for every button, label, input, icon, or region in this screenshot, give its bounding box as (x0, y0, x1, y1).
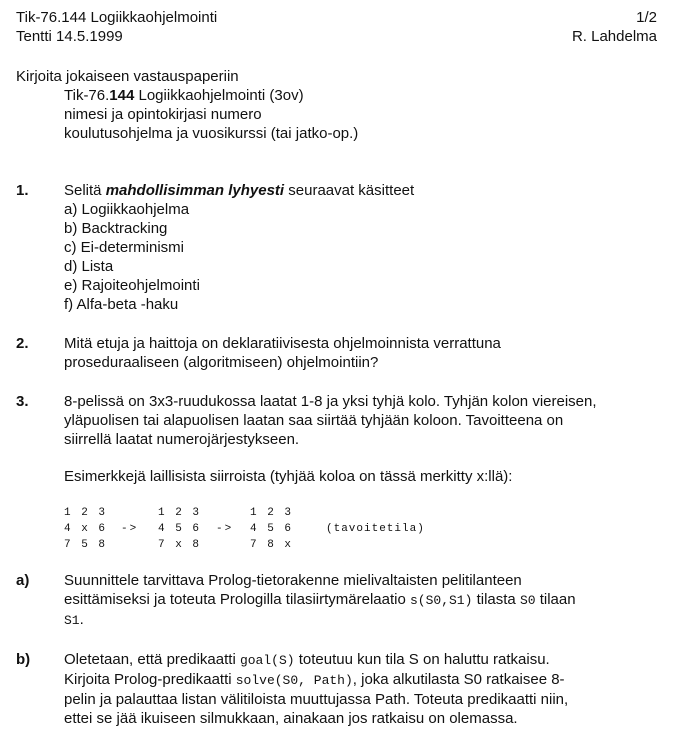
code-s1: S1 (64, 613, 80, 628)
intro-course (64, 86, 304, 105)
q2-line: proseduraaliseen (algoritmiseen) ohjelmointiin? (64, 354, 379, 371)
grid-row: 7 8 x (250, 539, 294, 551)
q3-line: yläpuolisen tai alapuolisen laatan saa siirtää tyhjään koloon. Tavoitteena on (64, 412, 564, 429)
code-s0: S0 (519, 593, 536, 608)
subquestion-label: b) (16, 651, 31, 668)
grid-row: 1 2 3 (64, 507, 108, 519)
list-item: e) Rajoiteohjelmointi (64, 277, 200, 294)
intro-course-prefix: Tik-76. (64, 87, 110, 104)
qb-line: ettei se jää ikuiseen silmukkaan, ainakaan jos ratkaisu on olemassa. (64, 710, 518, 727)
list-item: d) Lista (64, 258, 114, 275)
grid-row: 4 5 6 (158, 523, 202, 535)
grid-row: 4 x 6 (64, 523, 108, 535)
qa-text: . (79, 611, 84, 628)
question-number: 3. (16, 393, 29, 410)
concept-list (64, 200, 200, 314)
grid-row: 4 5 6 (250, 523, 294, 535)
question-number: 1. (16, 182, 29, 199)
qb-line (64, 650, 568, 670)
subquestion-label: a) (16, 572, 30, 589)
author: R. Lahdelma (571, 28, 657, 45)
q2-line: Mitä etuja ja haittoja on deklaratiivisesta ohjelmoinnista verrattuna (64, 335, 501, 352)
intro-course-bold: 144 (109, 87, 135, 104)
arrow: -> (121, 523, 139, 535)
code-goal: goal(S) (239, 653, 295, 668)
qa-text: esittämiseksi ja toteuta Prologilla tilasiirtymärelaatio (64, 591, 410, 608)
examples-intro: Esimerkkejä laillisista siirroista (tyhjää koloa on tässä merkitty x:llä): (64, 468, 513, 485)
intro-line: nimesi ja opintokirjasi numero (64, 106, 262, 123)
qa-line (64, 590, 576, 610)
question-1-text (64, 181, 414, 200)
arrow: -> (216, 523, 234, 535)
exam-date: Tentti 14.5.1999 (16, 28, 123, 45)
grid-row: 7 5 8 (64, 539, 108, 551)
qb-text: , joka alkutilasta S0 ratkaisee 8- (352, 671, 565, 688)
list-item: c) Ei-determinismi (64, 239, 185, 256)
q3-line: 8-pelissä on 3x3-ruudukossa laatat 1-8 ja yksi tyhjä kolo. Tyhjän kolon viereisen, (64, 393, 597, 410)
qb-text: Kirjoita Prolog-predikaatti (64, 671, 236, 688)
list-item: a) Logiikkaohjelma (64, 201, 190, 218)
qa-line: Suunnittele tarvittava Prolog-tietorakenne mielivaltaisten pelitilanteen (64, 572, 522, 589)
question-number: 2. (16, 335, 29, 352)
page-number: 1/2 (636, 9, 657, 26)
subquestion-b-text (64, 650, 568, 728)
question-3-text (64, 392, 597, 449)
list-item: b) Backtracking (64, 220, 168, 237)
code-s-relation: s(S0,S1) (409, 593, 473, 608)
qb-line (64, 670, 568, 690)
q3-line: siirrellä laatat numerojärjestykseen. (64, 431, 300, 448)
intro-course-suffix: Logiikkaohjelmointi (3ov) (134, 87, 304, 104)
qa-text: tilasta (472, 591, 520, 608)
qb-text: Oletetaan, että predikaatti (64, 651, 240, 668)
question-2-text (64, 334, 501, 372)
subquestion-a-text (64, 571, 576, 630)
course-title: Tik-76.144 Logiikkaohjelmointi (16, 9, 218, 26)
qa-line (64, 610, 576, 630)
grid-row: 1 2 3 (250, 507, 294, 519)
q1-prefix: Selitä (64, 182, 106, 199)
q1-suffix: seuraavat käsitteet (284, 182, 415, 199)
intro-line: koulutusohjelma ja vuosikurssi (tai jatko-op.) (64, 125, 359, 142)
grid-row: 1 2 3 (158, 507, 202, 519)
q1-emphasis: mahdollisimman lyhyesti (105, 182, 285, 199)
goal-label: (tavoitetila) (326, 523, 425, 535)
qb-text: toteutuu kun tila S on haluttu ratkaisu. (294, 651, 550, 668)
list-item: f) Alfa-beta -haku (64, 296, 179, 313)
qb-line: pelin ja palauttaa listan välitiloista muuttujassa Path. Toteuta predikaatti niin, (64, 691, 569, 708)
grid-row: 7 x 8 (158, 539, 202, 551)
qa-text: tilaan (535, 591, 576, 608)
intro-line: Kirjoita jokaiseen vastauspaperiin (16, 68, 239, 85)
code-solve: solve(S0, Path) (235, 673, 353, 688)
